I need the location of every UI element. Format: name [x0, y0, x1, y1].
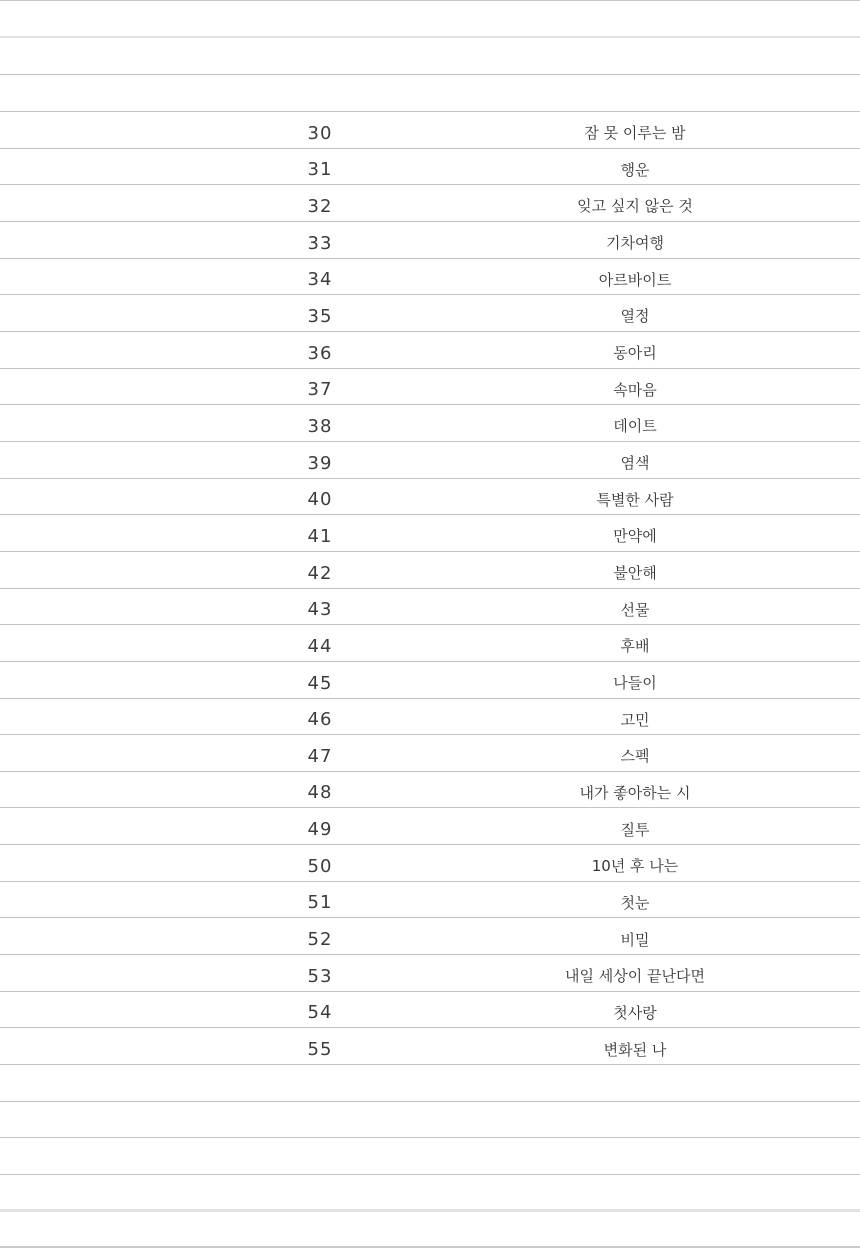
toc-row [0, 955, 860, 992]
toc-row [0, 918, 860, 955]
toc-entry-title: 변화된 나 [603, 1040, 667, 1059]
toc-entry-title: 비밀 [620, 930, 650, 949]
toc-entry-number: 36 [307, 342, 333, 364]
toc-entry-number: 41 [307, 525, 333, 547]
toc-row [0, 222, 860, 259]
toc-row [0, 772, 860, 809]
toc-entry-number: 34 [307, 269, 333, 291]
toc-entry-title: 선물 [620, 600, 650, 619]
toc-entry-number: 51 [307, 892, 333, 914]
toc-entry-number: 47 [307, 745, 333, 767]
toc-row [0, 259, 860, 296]
toc-row [0, 405, 860, 442]
empty-ruled-row [0, 1212, 860, 1246]
toc-entry-title: 스펙 [620, 747, 650, 766]
toc-entry-title: 잊고 싶지 않은 것 [577, 197, 693, 216]
toc-entry-title: 고민 [620, 710, 650, 729]
toc-row [0, 515, 860, 552]
toc-entry-number: 52 [307, 929, 333, 951]
toc-row [0, 625, 860, 662]
toc-row [0, 185, 860, 222]
toc-entry-title: 10년 후 나는 [591, 857, 679, 876]
toc-entry-title: 첫사랑 [613, 1003, 657, 1022]
toc-entry-number: 48 [307, 782, 333, 804]
toc-entry-title: 후배 [620, 637, 650, 656]
toc-entry-number: 49 [307, 819, 333, 841]
toc-entry-title: 특별한 사람 [596, 490, 674, 509]
toc-row [0, 845, 860, 882]
toc-entry-number: 40 [307, 489, 333, 511]
toc-row [0, 112, 860, 149]
empty-ruled-row [0, 1, 860, 38]
toc-entry-number: 42 [307, 562, 333, 584]
toc-entry-number: 37 [307, 379, 333, 401]
toc-entry-title: 기차여행 [606, 234, 664, 253]
toc-entry-title: 행운 [620, 160, 650, 179]
toc-entry-title: 잠 못 이루는 밤 [584, 124, 686, 143]
toc-row [0, 589, 860, 626]
toc-row [0, 149, 860, 186]
toc-row [0, 735, 860, 772]
empty-ruled-row [0, 1175, 860, 1212]
toc-entry-number: 46 [307, 709, 333, 731]
toc-row [0, 332, 860, 369]
toc-entry-number: 31 [307, 159, 333, 181]
toc-entry-title: 만약에 [613, 527, 657, 546]
empty-ruled-row [0, 75, 860, 112]
toc-entry-number: 44 [307, 635, 333, 657]
toc-entry-number: 50 [307, 855, 333, 877]
toc-entry-number: 33 [307, 232, 333, 254]
toc-row [0, 699, 860, 736]
toc-entry-number: 38 [307, 415, 333, 437]
toc-row [0, 479, 860, 516]
toc-entry-title: 첫눈 [620, 893, 650, 912]
empty-ruled-row [0, 1102, 860, 1138]
toc-entry-title: 불안해 [613, 564, 657, 583]
toc-row [0, 552, 860, 589]
toc-row [0, 808, 860, 845]
empty-ruled-row [0, 1138, 860, 1175]
toc-entry-number: 43 [307, 599, 333, 621]
toc-entry-title: 염색 [620, 454, 650, 473]
toc-entry-number: 32 [307, 195, 333, 217]
toc-entry-title: 질투 [620, 820, 650, 839]
toc-row [0, 662, 860, 699]
toc-entry-title: 속마음 [613, 380, 657, 399]
toc-entry-number: 54 [307, 1002, 333, 1024]
toc-row [0, 369, 860, 406]
toc-entry-title: 열정 [620, 307, 650, 326]
toc-entry-title: 나들이 [613, 674, 657, 692]
toc-row [0, 882, 860, 919]
toc-row [0, 295, 860, 332]
toc-entry-title: 데이트 [613, 417, 657, 436]
empty-ruled-row [0, 38, 860, 75]
toc-entry-number: 55 [307, 1039, 333, 1061]
toc-row [0, 1028, 860, 1065]
toc-entry-list [0, 112, 860, 1065]
toc-row [0, 442, 860, 479]
toc-row [0, 992, 860, 1029]
toc-entry-number: 53 [307, 965, 333, 987]
toc-entry-title: 동아리 [613, 344, 657, 363]
toc-entry-number: 35 [307, 305, 333, 327]
empty-ruled-row [0, 1065, 860, 1102]
toc-entry-title: 아르바이트 [598, 270, 672, 289]
toc-entry-number: 45 [307, 672, 333, 694]
toc-entry-number: 39 [307, 452, 333, 474]
toc-entry-title: 내일 세상이 끝난다면 [565, 967, 705, 986]
toc-entry-number: 30 [307, 122, 333, 144]
toc-entry-title: 내가 좋아하는 시 [579, 783, 691, 802]
